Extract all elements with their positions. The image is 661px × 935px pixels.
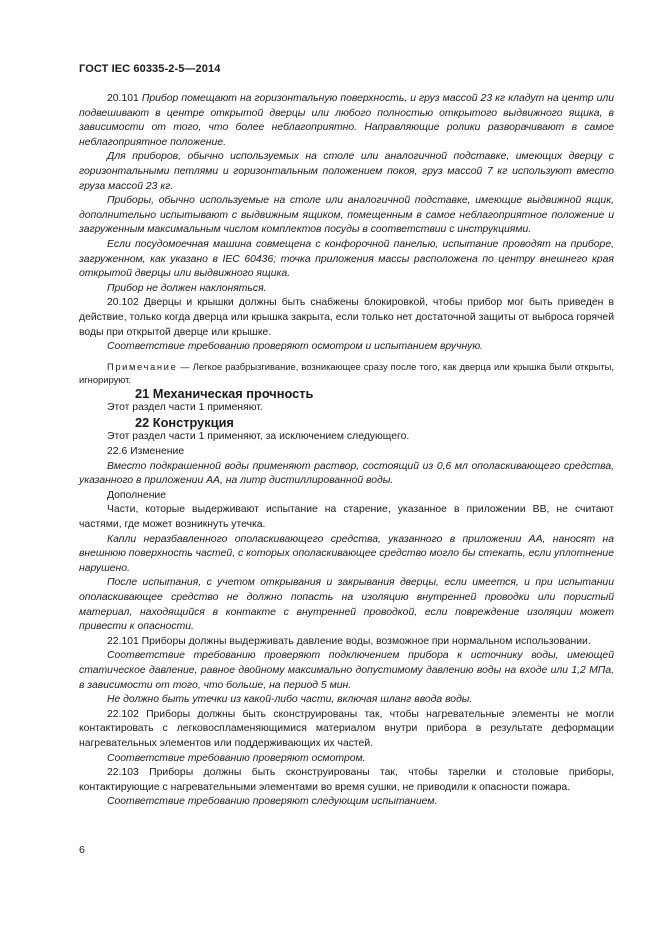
clause-number: 22.102 <box>107 708 139 720</box>
page-number: 6 <box>79 844 85 856</box>
change-heading: 22.6 Изменение <box>107 446 185 458</box>
document-body <box>79 92 614 810</box>
section-21-title: 21 Механическая прочность <box>135 385 314 401</box>
paragraph-22-102 <box>79 708 614 752</box>
paragraph: Для приборов, обычно используемых на столе или аналогичной подставке, имеющих дверцу с горизонтальными петлями и горизонтальным положением покоя, груз массой 7 кг используют вместо груза массой 23 кг. <box>79 151 614 192</box>
section-21-text: Этот раздел части 1 применяют. <box>107 402 263 414</box>
paragraph: Прибор не должен наклоняться. <box>107 282 267 294</box>
clause-number: 22.101 <box>107 635 139 647</box>
compliance-text: Соответствие требованию проверяют следующим испытанием. <box>107 796 438 808</box>
clause-text: Приборы должны выдерживать давление воды, возможное при нормальном использовании. <box>141 635 591 647</box>
clause-number: 20.102 <box>107 297 139 309</box>
paragraph-20-101 <box>79 92 614 150</box>
clause-text: Приборы должны быть сконструированы так, чтобы тарелки и столовые приборы, контактирующие с нагревательными элементами во время сушки, не приводили к опасности пожара. <box>79 767 614 793</box>
note-text: — Легкое разбрызгивание, возникающее сразу после того, как дверца или крышка были открыты, игнорируют. <box>79 360 614 386</box>
paragraph: Не должно быть утечки из какой-либо части, включая шланг ввода воды. <box>107 694 473 706</box>
paragraph: Если посудомоечная машина совмещена с конфорочной панелью, испытание проводят на приборе, загруженном, как указано в IEC 60436; точка приложения массы расположена по центру внешнего края открытой дверцы или выдвижного ящика. <box>79 238 614 280</box>
clause-text: Дверцы и крышки должны быть снабжены блокировкой, чтобы прибор мог быть приведен в действие, только когда дверца или крышка закрыта, если только нет достаточной защиты от выброса горячей воды при открытой дверце или крышке. <box>79 297 615 338</box>
document-header: ГОСТ IEC 60335-2-5—2014 <box>79 63 221 75</box>
compliance-text: Соответствие требованию проверяют осмотром. <box>107 752 366 764</box>
note-label: Примечание <box>107 360 178 372</box>
note <box>79 360 614 387</box>
paragraph-22-103 <box>79 766 614 795</box>
section-22-title: 22 Конструкция <box>135 414 234 430</box>
addition-paragraph: После испытания, с учетом открывания и закрывания дверцы, если имеется, и при испытании ополаскивающее средство не должно попасть на изоляцию внутренней проводки или пористый материал, находящийся в контакте с внутренней проводкой, если повреждение изоляции может привести к опасности. <box>79 577 614 633</box>
addition-paragraph: Капли неразбавленного ополаскивающего средства, указанного в приложении АА, наносят на внешнюю поверхность частей, с которых ополаскивающее средство могло бы стекать, если уплотнение нарушено. <box>79 533 614 574</box>
compliance-text: Соответствие требованию проверяют подключением прибора к источнику воды, имеющей статическое давление, равное двойному максимально допустимому давлению воды на входе или 1,2 МПа, в зависимости от того, что больше, на период 5 мин. <box>79 650 614 691</box>
addition-paragraph: Части, которые выдерживают испытание на старение, указанное в приложении ВВ, не считают частями, где может возникнуть утечка. <box>79 504 614 531</box>
compliance-text: Соответствие требованию проверяют осмотром и испытанием вручную. <box>107 341 484 353</box>
paragraph: Приборы, обычно используемые на столе или аналогичной подставке, имеющие выдвижной ящик, дополнительно испытывают с выдвижным ящиком, помещенным в самое неблагоприятное положение и загруженным максимальным числом комплектов посуды в соответствии с инструкциями. <box>79 195 614 236</box>
clause-text: Приборы должны быть сконструированы так, чтобы нагревательные элементы не могли контактировать с легковоспламеняющимися материалом внутри прибора в результате деформации нагревательных элементов или поддерживающих их частей. <box>79 708 614 749</box>
clause-number: 22.103 <box>107 767 139 779</box>
addition-heading: Дополнение <box>107 489 167 501</box>
paragraph-22-101 <box>79 635 614 650</box>
section-22-intro: Этот раздел части 1 применяют, за исключением следующего. <box>107 431 410 443</box>
paragraph-20-102 <box>79 296 614 340</box>
clause-number: 20.101 <box>107 93 139 104</box>
change-text: Вместо подкрашенной воды применяют раствор, состоящий из 0,6 мл ополаскивающего средства, указанного в приложении АА, на литр дистиллированной воды. <box>79 460 614 487</box>
clause-text: Прибор помещают на горизонтальную поверхность, и груз массой 23 кг кладут на центр или подвешивают в центре открытой дверцы или любого полностью открытого выдвижного ящика, в зависимости от того, что более неблагоприятно. Направляющие ролики разворачивают в самое неблагоприятное положение. <box>79 93 615 148</box>
